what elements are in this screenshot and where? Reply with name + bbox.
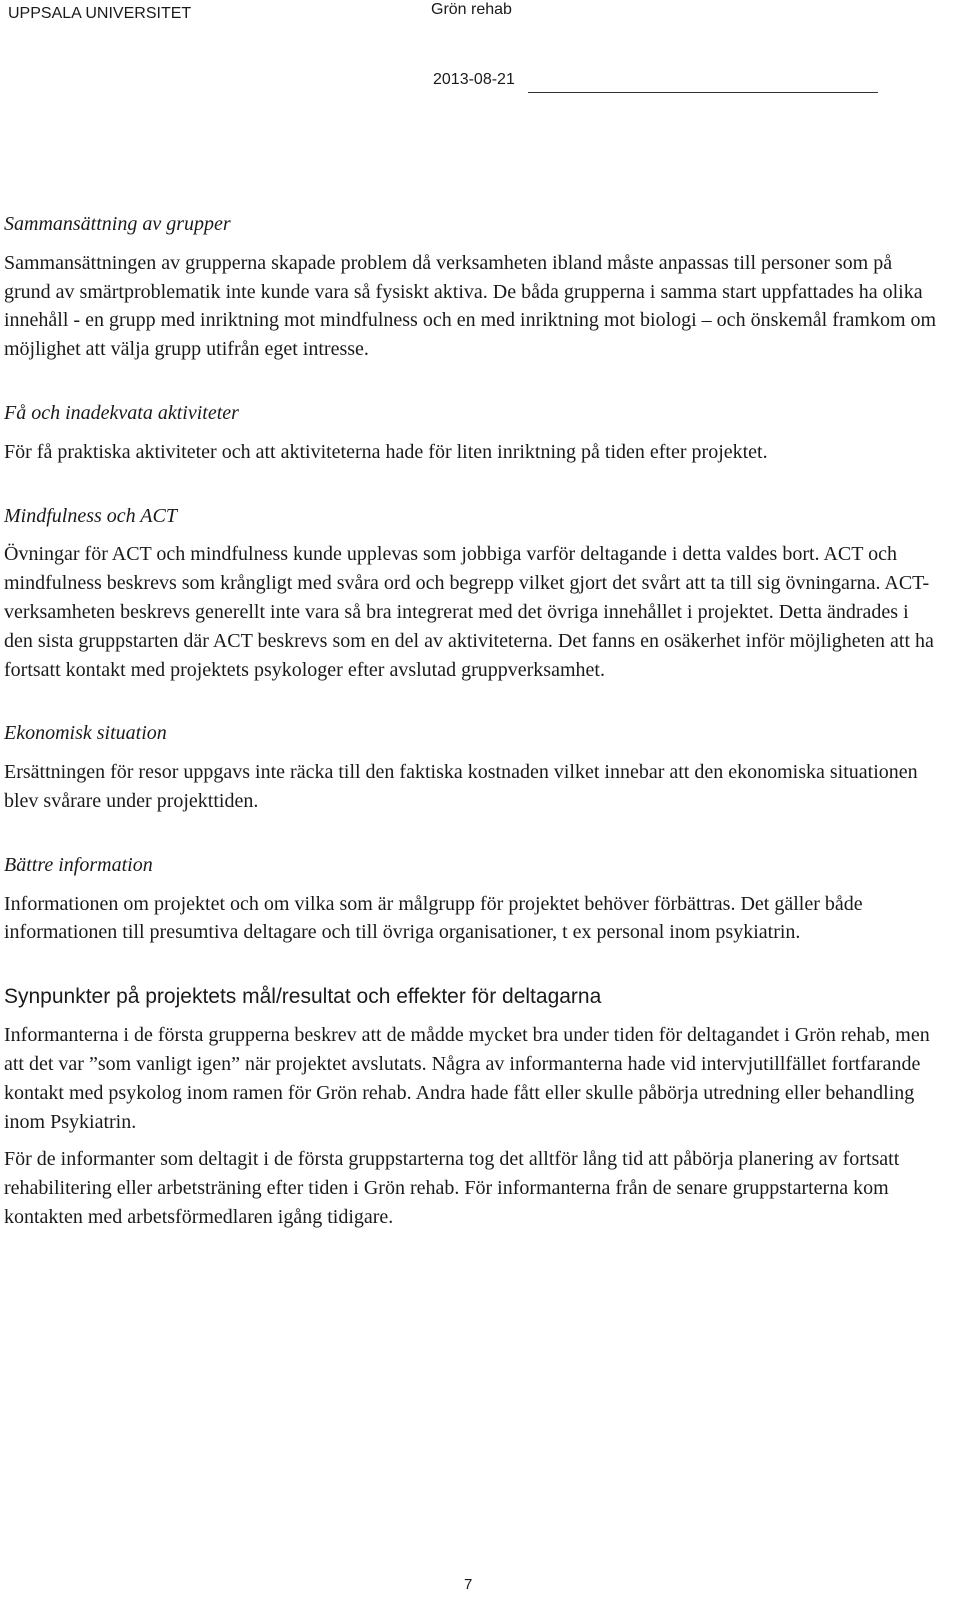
section-paragraph: Informationen om projektet och om vilka som är målgrupp för projektet behöver förbättras. Det gäller både informationen till presumtiva deltagare och till övriga organisationer, t ex personal inom psykiatrin. — [4, 892, 863, 944]
document-body — [4, 210, 939, 1232]
header-project: Grön rehab — [431, 1, 512, 18]
section-synpunkter — [4, 983, 939, 1232]
section-paragraph: Ersättningen för resor uppgavs inte räcka till den faktiska kostnaden vilket innebar att den ekonomiska situationen blev svårare under projekttiden. — [4, 761, 918, 812]
section-sammansattning — [4, 210, 939, 364]
header-date: 2013-08-21 — [433, 71, 515, 88]
section-heading: Bättre information — [4, 853, 153, 876]
section-paragraph: För de informanter som deltagit i de första gruppstarterna tog det alltför lång tid att påbörja planering av fortsatt rehabilitering eller arbetsträning efter tiden i Grön rehab. För informanterna från de senare gruppstarterna kom kontakten med arbetsförmedlaren igång tidigare. — [4, 1148, 900, 1228]
section-ekonomisk — [4, 719, 939, 815]
header-rule — [528, 92, 878, 93]
spacer — [4, 947, 939, 983]
section-heading: Få och inadekvata aktiviteter — [4, 401, 239, 424]
section-heading: Sammansättning av grupper — [4, 213, 231, 235]
section-paragraph: Övningar för ACT och mindfulness kunde upplevas som jobbiga varför deltagande i detta valdes bort. ACT och mindfulness beskrevs som krångligt med svåra ord och begrepp vilket gjort det svårt att ta till sig övningarna. ACT-verksamheten beskrevs generellt inte vara så bra integrerat med det övriga innehållet i projektet. Detta ändrades i den sista gruppstarten där ACT beskrevs som en del av aktiviteterna. Det fanns en osäkerhet inför möjligheten att ha fortsatt kontakt med projektets psykologer efter avslutad gruppverksamhet. — [4, 543, 934, 681]
section-heading: Ekonomisk situation — [4, 722, 167, 745]
header-institution: UPPSALA UNIVERSITET — [8, 5, 192, 22]
section-mindfulness-act — [4, 502, 939, 685]
section-paragraph: Sammansättningen av grupperna skapade problem då verksamheten ibland måste anpassas till personer som på grund av smärtproblematik inte kunde vara så fysiskt aktiva. De båda grupperna i samma start uppfattades ha olika innehåll - en grupp med inriktning mot mindfulness och en med inriktning mot biologi – och önskemål framkom om möjlighet att välja grupp utifrån eget intresse. — [4, 251, 937, 361]
page-number: 7 — [464, 1576, 473, 1593]
section-paragraph: För få praktiska aktiviteter och att aktiviteterna hade för liten inriktning på tiden efter projektet. — [4, 440, 768, 463]
section-paragraph: Informanterna i de första grupperna beskrev att de mådde mycket bra under tiden för deltagandet i Grön rehab, men att det var ”som vanligt igen” när projektet avslutats. Några av informanterna hade vid intervjutillfället fortfarande kontakt med psykolog inom ramen för Grön rehab. Andra hade fått eller skulle påbörja utredning eller behandling inom Psykiatrin. — [4, 1024, 930, 1133]
section-heading: Mindfulness och ACT — [4, 504, 177, 527]
section-heading: Synpunkter på projektets mål/resultat och effekter för deltagarna — [4, 985, 602, 1009]
section-aktiviteter — [4, 399, 939, 467]
section-battre-information — [4, 851, 939, 947]
